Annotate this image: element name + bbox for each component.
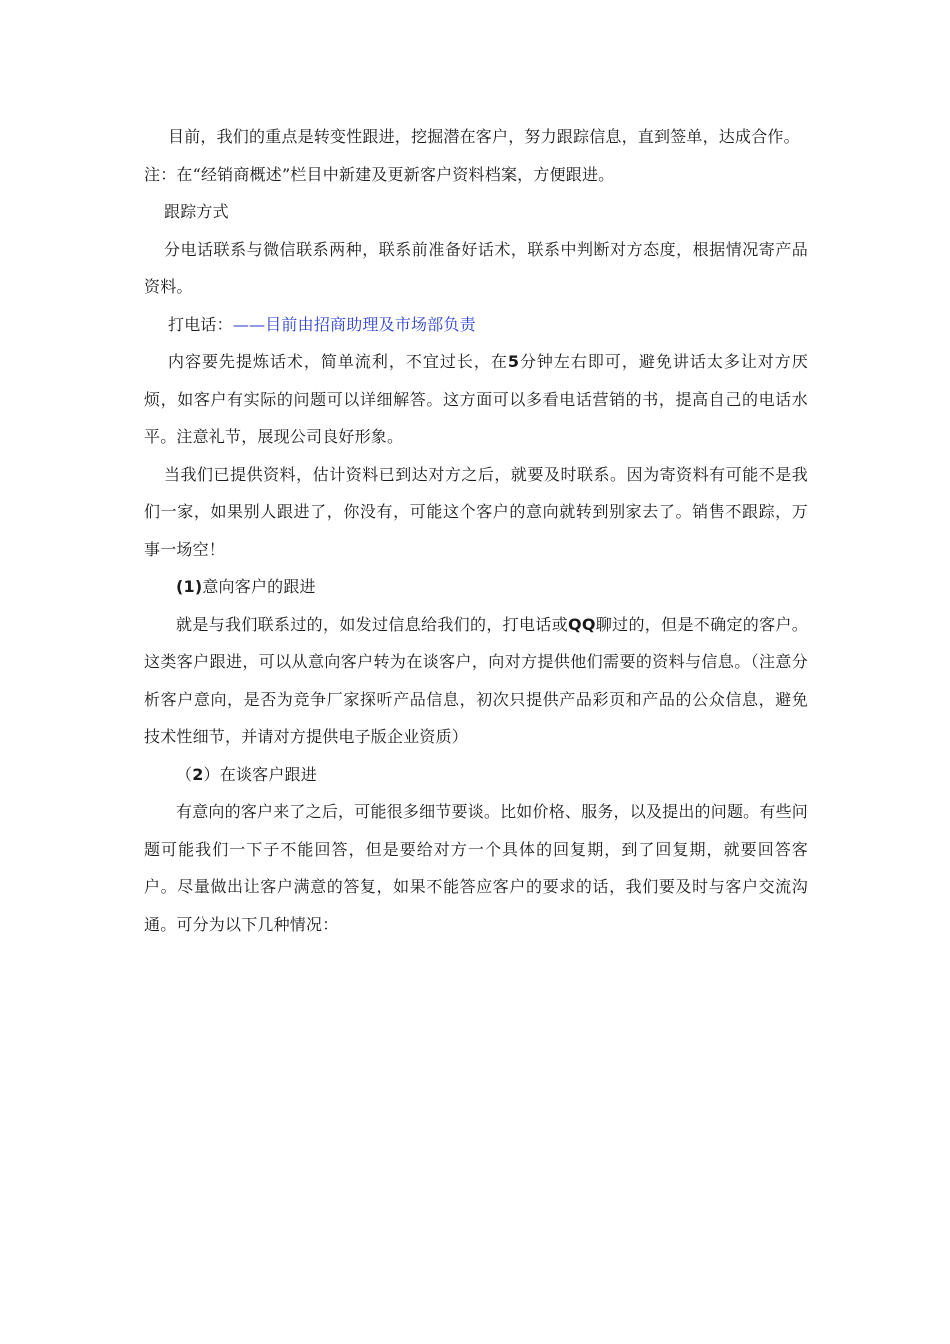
heading-intent-customers (144, 568, 808, 606)
heading-intent-number: (1) (176, 577, 203, 596)
paragraph-note: 注：在“经销商概述”栏目中新建及更新客户资料档案，方便跟进。 (144, 164, 615, 184)
paragraph-intent-customers (144, 606, 808, 756)
phone-content-minutes: 5 (507, 352, 520, 371)
document-body (144, 118, 808, 943)
heading-intent-text: 意向客户的跟进 (202, 577, 316, 596)
paragraph-phone (144, 306, 808, 344)
paragraph-negotiating-customers: 有意向的客户来了之后，可能很多细节要谈。比如价格、服务，以及提出的问题。有些问题可能我们一下子不能回答，但是要给对方一个具体的回复期，到了回复期，就要回答客户。尽量做出让客户满意的答复，如果不能答应客户的要求的话，我们要及时与客户交流沟通。可分为以下几种情况： (144, 802, 808, 934)
intent-qq: QQ (568, 614, 596, 634)
intent-part-a: 就是与我们联系过的，如发过信息给我们的，打电话或 (176, 614, 569, 634)
phone-note: ——目前由招商助理及市场部负责 (232, 314, 476, 334)
heading-negotiating-close: ） (203, 764, 220, 784)
intent-part-b: 聊过的，但是不确定的客户。这类客户跟进，可以从意向客户转为在谈客户，向对方提供他们需要的资料与信息。（注意分析客户意向，是否为竞争厂家探听产品信息，初次只提供产品彩页和产品的公众信息，避免技术性细节，并请对方提供电子版企业资质） (144, 614, 808, 746)
heading-negotiating-open: （ (176, 764, 193, 784)
phone-content-part-b: 分钟左右即可，避免讲话太多让对方厌烦，如客户有实际的问题可以详细解答。这方面可以多看电话营销的书，提高自己的电话水平。注意礼节，展现公司良好形象。 (144, 352, 808, 446)
heading-negotiating-text: 在谈客户跟进 (219, 764, 317, 784)
paragraph-contact-methods: 分电话联系与微信联系两种，联系前准备好话术，联系中判断对方态度，根据情况寄产品资料。 (144, 239, 808, 296)
heading-negotiating-number: 2 (192, 764, 204, 784)
paragraph-focus: 目前，我们的重点是转变性跟进，挖掘潜在客户，努力跟踪信息，直到签单，达成合作。 (168, 127, 800, 146)
paragraph-phone-content (144, 343, 808, 456)
phone-label: 打电话： (168, 314, 233, 334)
heading-tracking-method: 跟踪方式 (164, 202, 229, 221)
heading-negotiating-customers (144, 756, 808, 794)
phone-content-part-a: 内容要先提炼话术，简单流利，不宜过长，在 (168, 352, 508, 371)
paragraph-follow-up: 当我们已提供资料，估计资料已到达对方之后，就要及时联系。因为寄资料有可能不是我们一家，如果别人跟进了，你没有，可能这个客户的意向就转到别家去了。销售不跟踪，万事一场空！ (144, 464, 808, 559)
